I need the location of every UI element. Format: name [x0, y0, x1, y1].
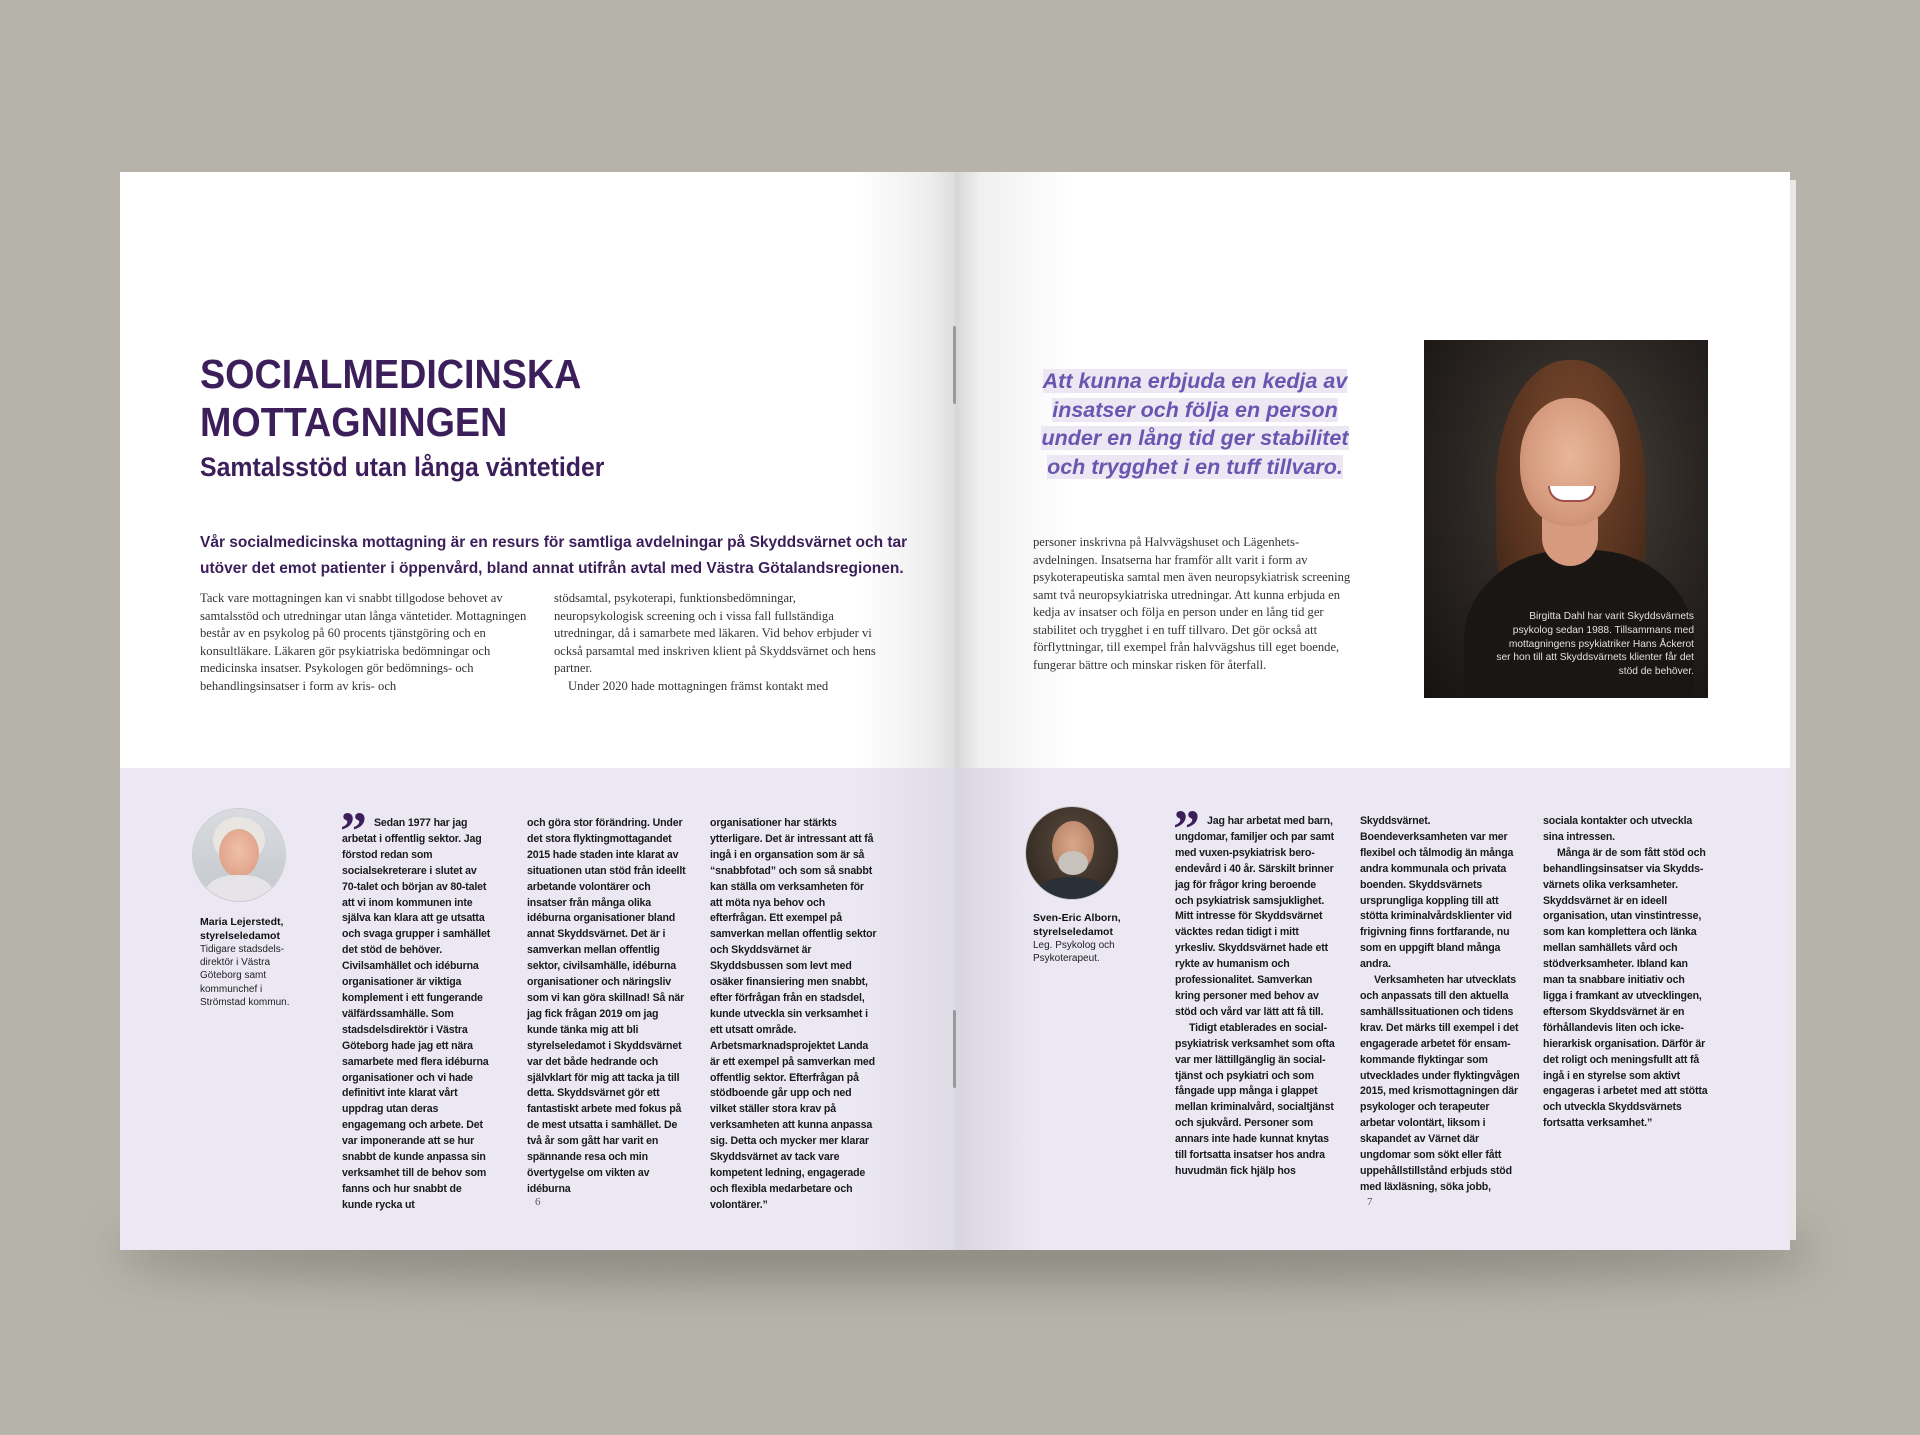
quote-column-3-right	[1543, 814, 1711, 1132]
photo-caption: Birgitta Dahl har varit Skyddsvärnets psykolog sedan 1988. Tillsammans med mottagningens psykiatriker Hans Åckerot ser hon till att Skyddsvärnets klienter får det stöd de behöver.	[1496, 611, 1694, 678]
body-column-2	[554, 590, 880, 695]
person-name-text: Maria Lejerstedt,	[200, 916, 284, 928]
quote-column-1-right-paragraph-1: Jag har arbetat med barn, ungdomar, familjer och par samt med vuxen-psykiatrisk beroendevård i 40 år. Särskilt brinner jag för frågor kring beroende och psykiatrisk samsjuklighet. Mitt intresse för Skyddsvärnet väcktes redan tidigt i mitt yrkesliv. Skyddsvärnet hade ett rykte av humanism och professionalitet. Samverkan kring personer med behov av stöd och vård var lätt att få till.	[1175, 815, 1335, 1018]
left-page	[120, 172, 955, 1250]
quote-column-1-text: Sedan 1977 har jag arbetat i offentlig sektor. Jag förstod redan som socialsekreterare i slutet av 70-talet och början av 80-talet att vi inom kommunen inte själva kan klara att ge utsatta och svaga grupper i samhället det stöd de behöver. Civilsamhället och idéburna organisationer är viktiga komplement i ett fungerande välfärdssamhälle. Som stadsdelsdirektör i Västra Göteborg hade jag ett nära samarbete med flera idéburna organisationer och vi hade definitivt inte klarat vårt uppdrag utan deras engagemang och arbete. Det var imponerande att se hur snabbt de kunde anpassa sin verksamhet till de behov som fanns och hur snabbt de kunde rycka ut	[342, 817, 491, 1211]
pull-quote	[1035, 367, 1355, 481]
person-name	[200, 916, 310, 943]
quote-column-3: organisationer har stärkts ytterligare. Det är intressant att få ingå i en organsation som är så “snabbfotad” och som så snabbt kan ställa om verksamheten för att möta nya behov och efterfrågan. Ett exempel på samverkan mellan offentlig sektor och Skyddsvärnet är Skyddsbussen som levt med osäker finansiering men snabbt, efter förfrågan från en stadsdel, kunde utveckla sin verksamhet i ett utsatt område. Arbetsmarknadsprojektet Landa är ett exempel på samverkan med offentlig sektor. Efterfrågan på stödboende går upp och ned vilket ställer stora krav på verksamheten att kunna anpassa sig. Detta och mycker mer klarar Skyddsvärnet av tack vare kompetent ledning, engagerade och flexibla medarbetare och volontärer.”	[710, 817, 877, 1211]
page-number: 6	[535, 1196, 541, 1208]
person-description-right: Leg. Psykolog och Psykoterapeut.	[1033, 940, 1115, 965]
person-name-text-right: Sven-Eric Alborn,	[1033, 912, 1121, 924]
pull-quote-text: Att kunna erbjuda en kedja av insatser och följa en person under en lång tid ger stabilitet och trygghet i en tuff tillvaro.	[1041, 369, 1349, 479]
person-role-text: styrelseledamot	[200, 929, 280, 942]
quote-column-3-right-paragraph-1: sociala kontakter och utveckla sina intressen.	[1543, 815, 1693, 843]
right-page	[955, 172, 1790, 1250]
person-description: Tidigare stadsdelsdirektör i Västra Göteborg samt kommunchef i Strömstad kommun.	[200, 944, 290, 1008]
quote-column-2: och göra stor förändring. Under det stora flyktingmottagandet 2015 hade staden inte klarat av situationen utan stöd från ideellt arbetande volontärer och insatser från många olika idéburna organisationer bland annat Skyddsvärnet. Det är i samverkan mellan offentlig sektor, civilsamhälle, idéburna organisationer och näringsliv som vi kan göra skillnad! Så när jag fick frågan 2019 om jag kunde tänka mig att bli styrelseledamot i Skyddsvärnet var det både hedrande och självklart för mig att tacka ja till detta. Skyddsvärnet gör ett fantastiskt arbete med fokus på de mest utsatta i samhället. De två år som gått har varit en spännande resa och min övertygelse om vikten av idéburna	[527, 817, 686, 1195]
person-role-text-right: styrelseledamot	[1033, 925, 1113, 938]
right-body-text: personer inskrivna på Halvvägshuset och Lägenhetsavdelningen. Insatserna har framför allt varit i form av psykoterapeutiska samtal men även neuropsykiatrisk screening samt två neuropsykiatriska utredningar. Att kunna erbjuda en kedja av insatser och följa en person under en lång tid ger stabilitet och trygghet i en tuff tillvaro. Det gör också att förflyttningar, till exempel från halvvägshus till eget boende, fungerar bättre och minskar risken för återfall.	[1033, 535, 1351, 672]
lead-paragraph: Vår socialmedicinska mottagning är en resurs för samtliga avdelningar på Skyddsvärnet och tar utöver det emot patienter i öppenvård, bland annat utifrån avtal med Västra Götalandsregionen.	[200, 534, 908, 577]
quote-band-right	[955, 768, 1790, 1250]
staple-top	[953, 326, 956, 404]
quote-band	[120, 768, 955, 1250]
title-line-2: MOTTAGNINGEN	[200, 399, 508, 445]
quote-column-2-right-paragraph-2: Verksamheten har utvecklats och anpassats till den aktuella samhällssituationen och tidens krav. Det märks till exempel i det engagerade arbetet för ensamkommande flyktingar som utvecklades under flyktingvågen 2015, med krismottagningen där psykologer och terapeuter arbetar volontärt, liksom i skapandet av Värnet där ungdomar som sökt eller fått uppehållstillstånd erbjuds stöd med läxläsning, söka jobb,	[1360, 974, 1520, 1193]
quote-column-1	[342, 816, 492, 1214]
avatar-maria-lejerstedt	[192, 808, 286, 902]
quote-column-2-right	[1360, 814, 1526, 1196]
person-name-right	[1033, 912, 1143, 939]
quote-column-1-right	[1175, 814, 1337, 1180]
page-subtitle: Samtalsstöd utan långa väntetider	[200, 452, 605, 482]
page-number-right: 7	[1367, 1196, 1373, 1208]
photo-face	[1520, 398, 1620, 526]
page-title	[200, 350, 678, 446]
body-column-2-paragraph-2: Under 2020 hade mottagningen främst kontakt med	[568, 678, 829, 693]
quote-mark-icon-right: ”	[1173, 799, 1200, 859]
portrait-photo	[1424, 340, 1708, 698]
avatar-sven-eric-alborn	[1025, 806, 1119, 900]
quote-column-3-right-paragraph-2: Många är de som fått stöd och behandlingsinsatser via Skyddsvärnets olika verksamheter. Skyddsvärnet är en ideell organisation, utan vinstintresse, som kan komplettera och länka mellan samhällets vård och stödverksamheter. Ibland kan man ta snabbare initiativ och ligga i framkant av utvecklingen, eftersom Skyddsvärnet är en förhållandevis liten och ickehierarkisk organisation. Därför är det roligt och meningsfullt att få ingå i en styrelse som aktivt engageras i arbetet med att stötta och utveckla Skyddsvärnets fortsatta verksamhet.”	[1543, 846, 1708, 1130]
quote-mark-icon: ”	[340, 801, 367, 861]
quote-column-1-right-paragraph-2: Tidigt etablerades en socialpsykiatrisk verksamhet som ofta var mer lättillgänglig än socialtjänst och psykiatri och som fångade upp många i glappet mellan kriminalvård, socialtjänst och sjukvård. Personer som annars inte hade kunnat knytas till fortsatta insatser hos andra huvudmän fick hjälp hos	[1175, 1021, 1335, 1177]
body-column-2-paragraph-1: stödsamtal, psykoterapi, funktionsbedömningar, neuropsykologisk screening och i vissa fall fullständiga utredningar, då i samarbete med läkaren. Vid behov erbjuder vi också parsamtal med inskriven klient på Skyddsvärnet och hens partner.	[554, 591, 876, 675]
title-line-1: SOCIALMEDICINSKA	[200, 351, 582, 397]
staple-bottom	[953, 1010, 956, 1088]
body-column-1: Tack vare mottagningen kan vi snabbt tillgodose behovet av samtalsstöd och utredningar utan långa väntetider. Mottagningen består av en psykolog på 60 procents tjänstgöring och en konsultläkare. Läkaren gör psykiatriska bedömningar och medicinska insatser. Psykologen gör bedömnings- och behandlingsinsatser i form av kris- och	[200, 591, 527, 693]
quote-column-2-right-paragraph-1: Skyddsvärnet. Boendeverksamheten var mer flexibel och tålmodig än många andra kommunala och privata boenden. Skyddsvärnets ursprungliga koppling till att stötta kriminalvårdsklienter vid frigivning finns fortfarande, nu som en uppgift bland många andra.	[1360, 815, 1514, 971]
